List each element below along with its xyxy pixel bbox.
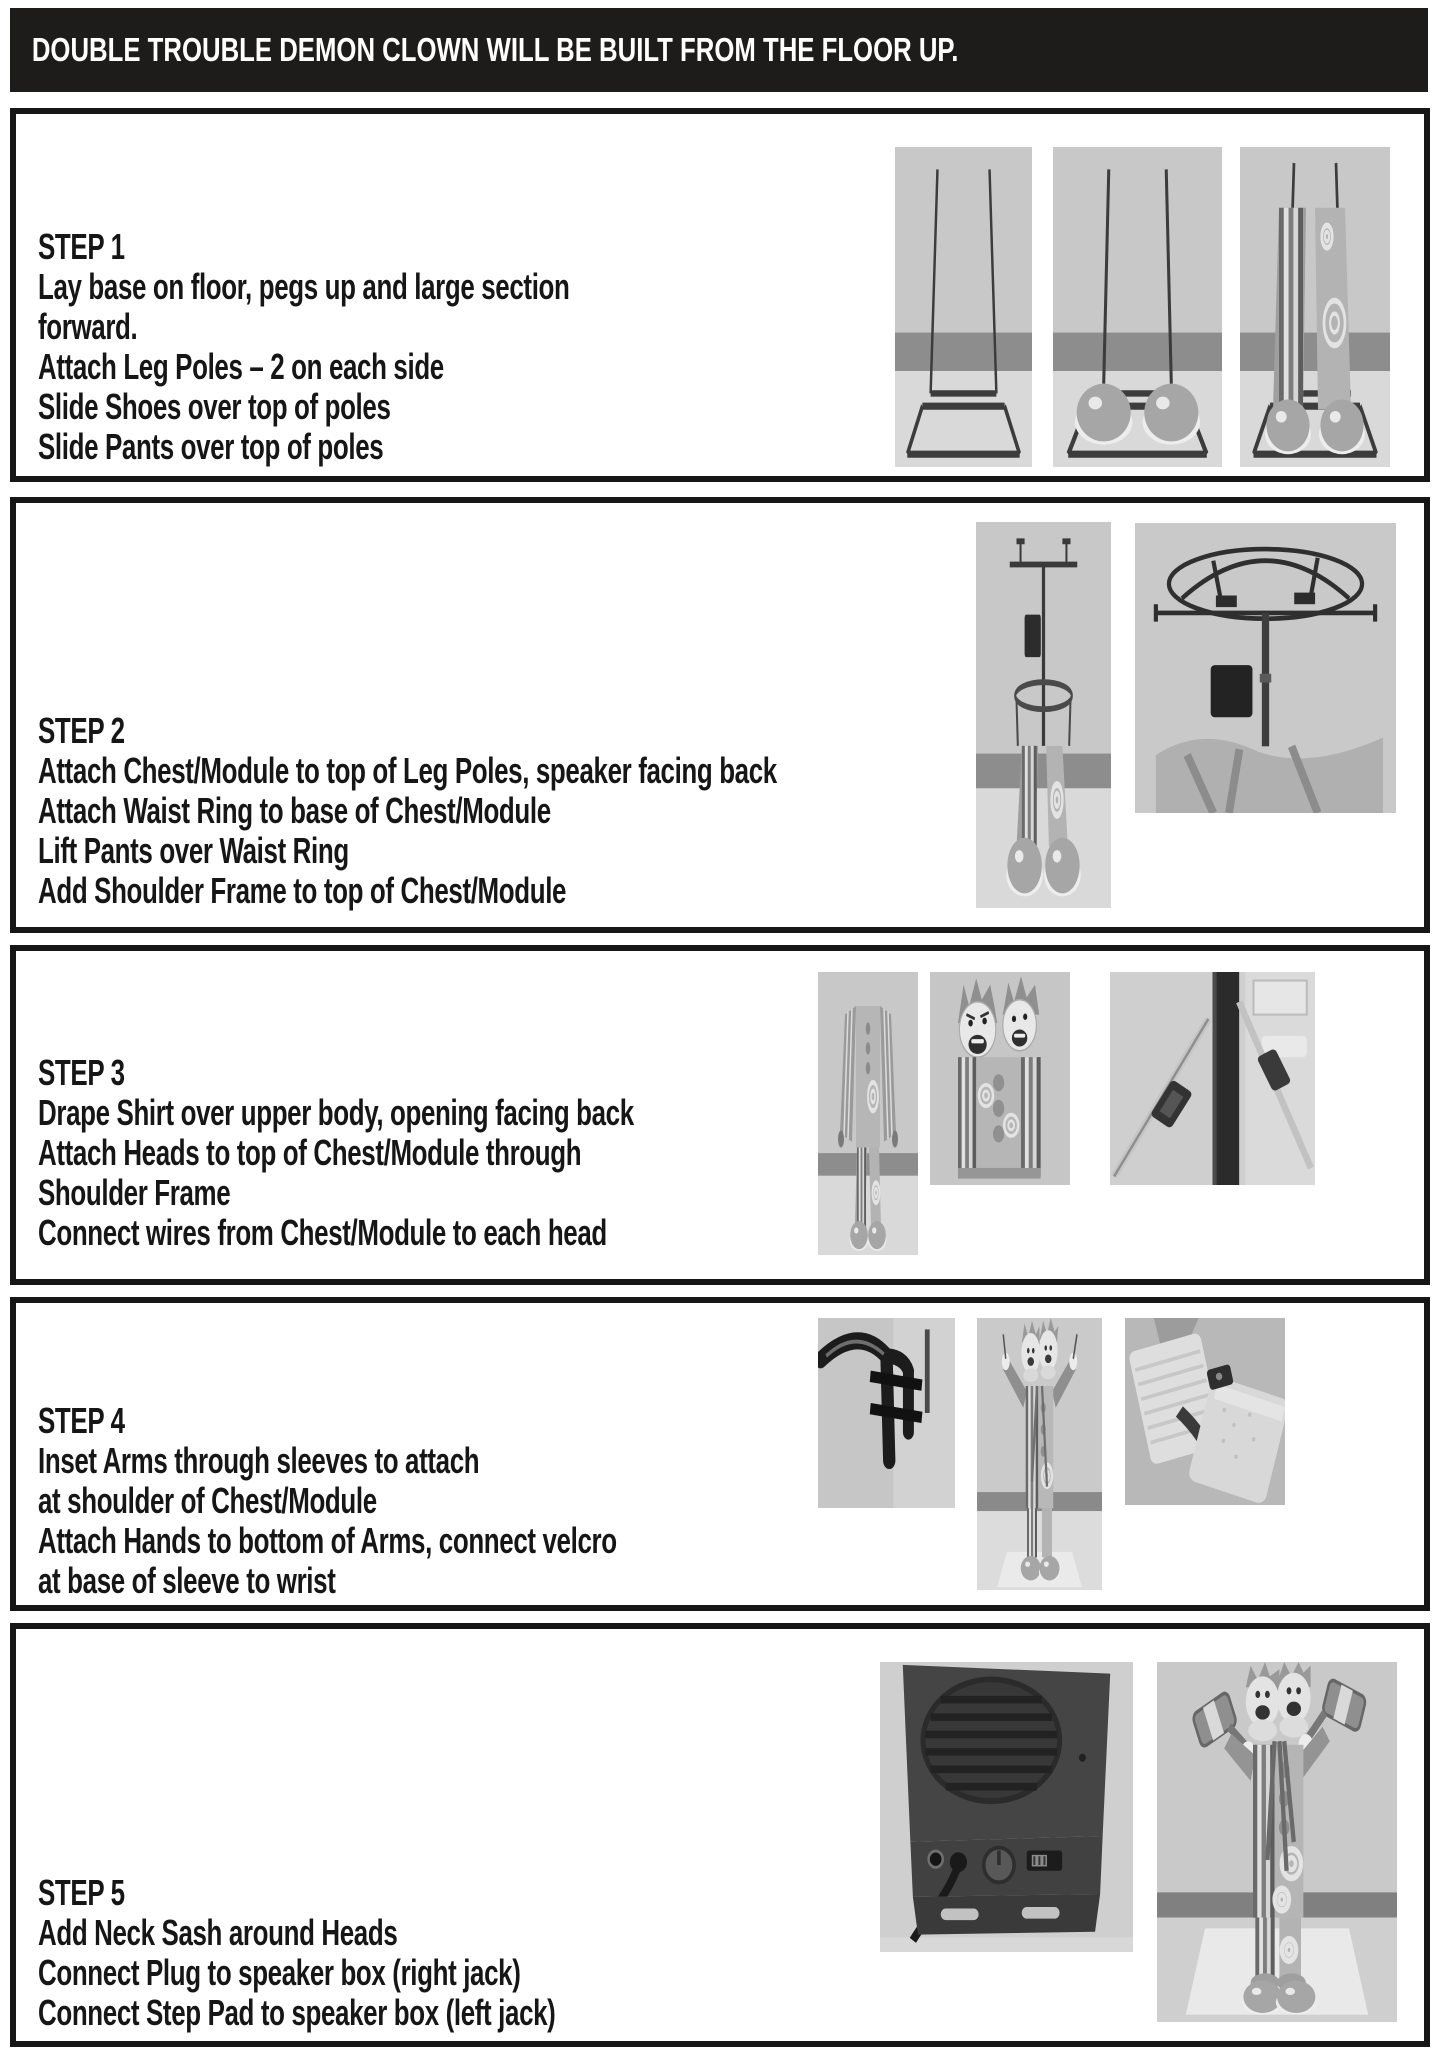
step-4-photos [16, 1303, 1424, 1605]
step-5-photo-speaker [880, 1662, 1133, 1952]
step-1-title: STEP 1 [38, 226, 125, 267]
step-3-photo-shirt-body [818, 972, 918, 1255]
step-4-photo-bracket [818, 1318, 955, 1508]
step-1-panel [10, 108, 1430, 482]
step-3-panel [10, 945, 1430, 1285]
instruction-line: Attach Hands to bottom of Arms, connect velcro [38, 1520, 617, 1561]
step-2-title: STEP 2 [38, 710, 125, 751]
instruction-line: forward. [38, 306, 138, 347]
step-5-photos [16, 1629, 1424, 2041]
instruction-line: Add Shoulder Frame to top of Chest/Module [38, 870, 567, 911]
step-2-photos [16, 503, 1424, 927]
instruction-line: Drape Shirt over upper body, opening facing back [38, 1092, 634, 1133]
step-1-photos [16, 114, 1424, 476]
instruction-line: Connect wires from Chest/Module to each head [38, 1212, 607, 1253]
step-4-panel [10, 1297, 1430, 1611]
step-2-photo-shoulder-frame [1135, 523, 1396, 813]
step-5-title: STEP 5 [38, 1872, 125, 1913]
step-1-photo-frame [895, 147, 1032, 467]
step-5-photo-clown-final [1157, 1662, 1397, 2022]
step-5-panel [10, 1623, 1430, 2047]
instruction-line: Connect Step Pad to speaker box (left jack) [38, 1992, 556, 2033]
instruction-line: at base of sleeve to wrist [38, 1560, 336, 1601]
step-2-photo-module-full [976, 522, 1111, 908]
instruction-line: Add Neck Sash around Heads [38, 1912, 398, 1953]
step-1-photo-frame-shoes [1053, 147, 1222, 467]
step-3-title: STEP 3 [38, 1052, 125, 1093]
step-1-photo-frame-pants [1240, 147, 1390, 467]
instruction-line: Attach Heads to top of Chest/Module through [38, 1132, 582, 1173]
instruction-line: Lift Pants over Waist Ring [38, 830, 349, 871]
step-3-photo-clamp [1110, 972, 1315, 1185]
instruction-line: Inset Arms through sleeves to attach [38, 1440, 480, 1481]
instruction-line: Attach Chest/Module to top of Leg Poles, speaker facing back [38, 750, 777, 791]
instruction-line: Attach Leg Poles – 2 on each side [38, 346, 444, 387]
step-4-title: STEP 4 [38, 1400, 125, 1441]
instruction-line: Slide Pants over top of poles [38, 426, 384, 467]
instruction-line: Lay base on floor, pegs up and large section [38, 266, 570, 307]
instruction-line: Connect Plug to speaker box (right jack) [38, 1952, 521, 1993]
header-bar [10, 8, 1428, 92]
step-4-photo-clown-arms [977, 1318, 1102, 1590]
header-title: DOUBLE TROUBLE DEMON CLOWN WILL BE BUILT FROM THE FLOOR UP. [31, 31, 959, 68]
instruction-line: Slide Shoes over top of poles [38, 386, 391, 427]
step-2-panel [10, 497, 1430, 933]
step-3-photo-heads [930, 972, 1070, 1185]
instruction-line: Shoulder Frame [38, 1172, 231, 1213]
step-4-photo-velcro [1125, 1318, 1285, 1505]
step-3-photos [16, 951, 1424, 1279]
instruction-line: at shoulder of Chest/Module [38, 1480, 377, 1521]
instruction-line: Attach Waist Ring to base of Chest/Module [38, 790, 551, 831]
